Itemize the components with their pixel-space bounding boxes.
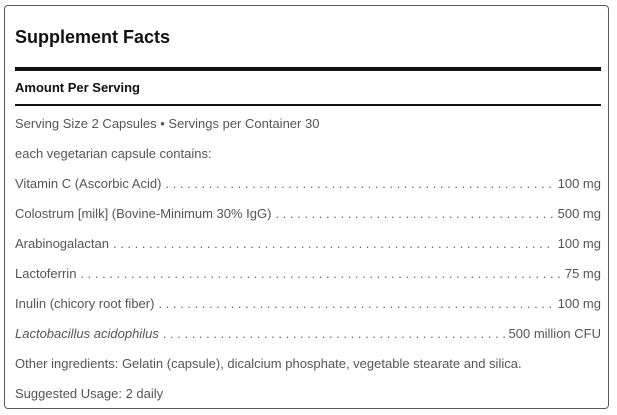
ingredient-name: Colostrum [milk] (Bovine-Minimum 30% IgG): [15, 206, 272, 221]
leader-dots: [158, 296, 553, 312]
ingredient-amount: 100 mg: [557, 176, 601, 191]
leader-dots: [80, 266, 560, 282]
ingredient-amount: 100 mg: [557, 296, 601, 311]
ingredient-row: [15, 326, 601, 342]
ingredient-amount: 75 mg: [564, 266, 601, 281]
ingredient-name: Arabinogalactan: [15, 236, 109, 251]
amount-per-serving-header: Amount Per Serving: [15, 80, 140, 95]
ingredient-name: Inulin (chicory root fiber): [15, 296, 155, 311]
suggested-usage: Suggested Usage: 2 daily: [15, 386, 164, 401]
thick-divider: [15, 67, 601, 71]
thin-divider: [15, 104, 601, 106]
ingredient-row: [15, 266, 601, 282]
leader-dots: [275, 206, 553, 222]
supplement-facts-panel: [4, 5, 609, 409]
ingredient-name: Vitamin C (Ascorbic Acid): [15, 176, 162, 191]
leader-dots: [113, 236, 554, 252]
ingredient-amount: 500 mg: [557, 206, 601, 221]
panel-title: Supplement Facts: [15, 27, 171, 47]
leader-dots: [165, 176, 553, 192]
capsule-note: each vegetarian capsule contains:: [15, 146, 212, 161]
ingredient-amount: 100 mg: [557, 236, 601, 251]
ingredient-row: [15, 206, 601, 222]
ingredient-amount: 500 million CFU: [508, 326, 601, 341]
ingredient-name: Lactobacillus acidophilus: [15, 326, 159, 341]
other-ingredients: Other ingredients: Gelatin (capsule), dicalcium phosphate, vegetable stearate and silica.: [15, 356, 522, 371]
ingredient-row: [15, 236, 601, 252]
ingredient-row: [15, 176, 601, 192]
leader-dots: [163, 326, 505, 342]
ingredient-name: Lactoferrin: [15, 266, 77, 281]
ingredient-row: [15, 296, 601, 312]
serving-size-line: Serving Size 2 Capsules • Servings per Container 30: [15, 116, 320, 131]
